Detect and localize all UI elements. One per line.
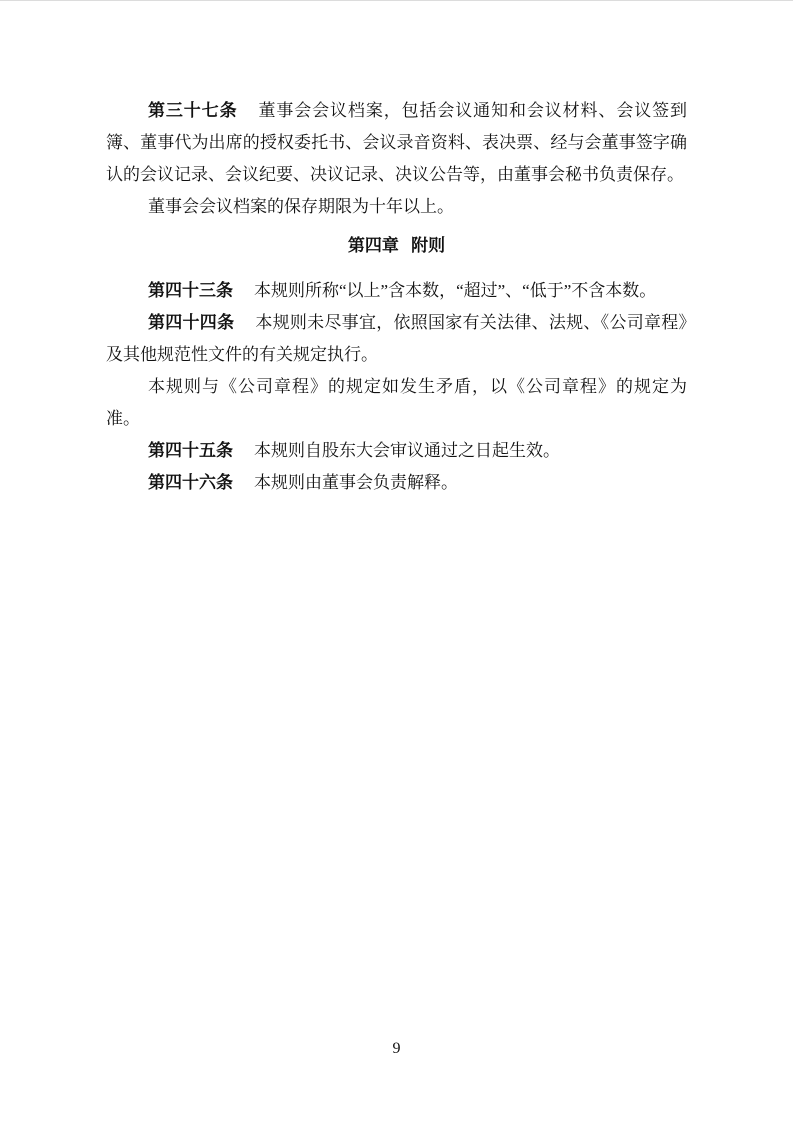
chapter-heading: 第四章 附则 xyxy=(347,236,446,255)
article-text: 本规则由董事会负责解释。 xyxy=(254,473,458,492)
paragraph-text: 董事会会议档案的保存期限为十年以上。 xyxy=(148,197,454,216)
article-text: 本规则自股东大会审议通过之日起生效。 xyxy=(254,441,560,460)
body-paragraph xyxy=(106,371,687,435)
article-number-37: 第三十七条 xyxy=(148,101,238,120)
page-top-edge-line xyxy=(0,0,793,1)
page-footer xyxy=(0,1040,793,1058)
document-body xyxy=(106,95,687,499)
article-number-46: 第四十六条 xyxy=(148,473,233,492)
page-number: 9 xyxy=(392,1040,401,1057)
article-text: 本规则所称“以上”含本数，“超过”、“低于”不含本数。 xyxy=(254,281,657,300)
article-number-43: 第四十三条 xyxy=(148,281,233,300)
article-paragraph xyxy=(106,275,687,307)
paragraph-text: 本规则与《公司章程》的规定如发生矛盾，以《公司章程》的规定为准。 xyxy=(106,377,687,428)
article-paragraph xyxy=(106,307,687,371)
article-paragraph xyxy=(106,95,687,191)
article-number-45: 第四十五条 xyxy=(148,441,233,460)
body-paragraph xyxy=(106,191,687,223)
article-paragraph xyxy=(106,467,687,499)
article-paragraph xyxy=(106,435,687,467)
article-text: 本规则未尽事宜，依照国家有关法律、法规、《公司章程》及其他规范性文件的有关规定执行。 xyxy=(106,313,688,364)
article-text: 董事会会议档案，包括会议通知和会议材料、会议签到簿、董事代为出席的授权委托书、会议录音资料、表决票、经与会董事签字确认的会议记录、会议纪要、决议记录、决议公告等，由董事会秘书负责保存。 xyxy=(106,101,688,184)
article-number-44: 第四十四条 xyxy=(148,313,235,332)
